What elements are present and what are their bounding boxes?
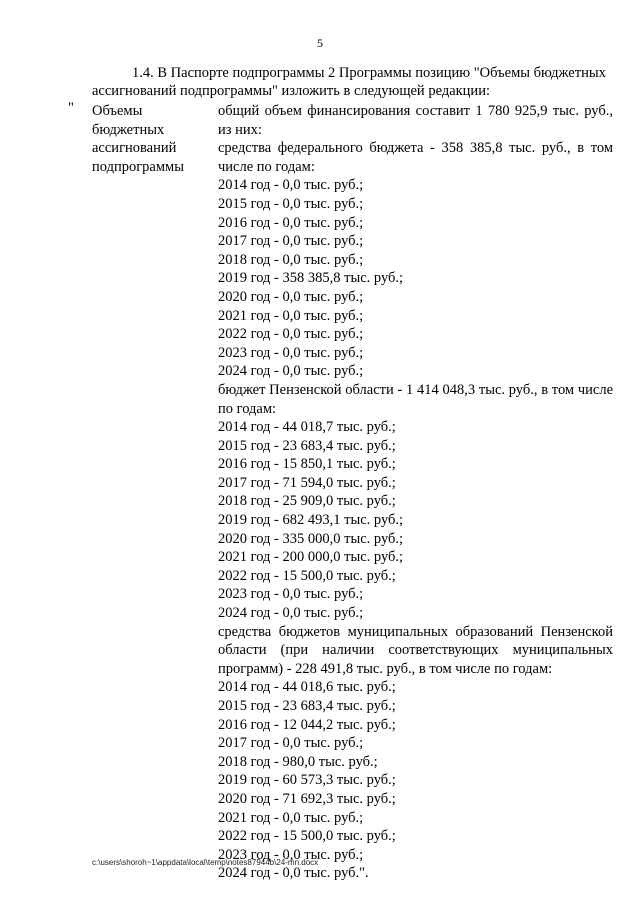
year-item: 2017 год - 0,0 тыс. руб.; xyxy=(218,233,364,250)
year-item: 2024 год - 0,0 тыс. руб.; xyxy=(218,605,364,622)
year-item: 2018 год - 25 909,0 тыс. руб.; xyxy=(218,493,396,510)
intro-line-2: ассигнований подпрограммы" изложить в следующей редакции: xyxy=(92,83,490,99)
label-line: бюджетных xyxy=(92,121,165,138)
year-item: 2023 год - 0,0 тыс. руб.; xyxy=(218,344,364,361)
intro-line-1: 1.4. В Паспорте подпрограммы 2 Программы позицию "Объемы бюджетных xyxy=(132,65,606,81)
year-item: 2022 год - 15 500,0 тыс. руб.; xyxy=(218,828,396,845)
year-item: 2019 год - 682 493,1 тыс. руб.; xyxy=(218,512,404,529)
year-item: 2014 год - 44 018,6 тыс. руб.; xyxy=(218,679,396,696)
municipal-heading: средства бюджетов муниципальных образований Пензенской области (при наличии соответствующих муниципальных программ) - 228 491,8 тыс. руб., в том числе по годам: xyxy=(218,623,613,677)
year-item: 2016 год - 15 850,1 тыс. руб.; xyxy=(218,456,396,473)
regional-heading: бюджет Пензенской области - 1 414 048,3 тыс. руб., в том числе по годам: xyxy=(218,381,613,417)
year-item: 2023 год - 0,0 тыс. руб.; xyxy=(218,846,364,863)
year-item: 2019 год - 60 573,3 тыс. руб.; xyxy=(218,772,396,789)
year-item: 2023 год - 0,0 тыс. руб.; xyxy=(218,586,364,603)
year-item: 2017 год - 71 594,0 тыс. руб.; xyxy=(218,474,396,491)
footer-file-path: c:\users\shoroh~1\appdata\local\temp\notes87944b\24-mn.docx xyxy=(92,858,319,867)
label-line: ассигнований xyxy=(92,140,177,157)
funding-details xyxy=(218,102,613,883)
intro-paragraph xyxy=(92,64,612,100)
municipal-years xyxy=(218,678,613,883)
year-item: 2020 год - 71 692,3 тыс. руб.; xyxy=(218,790,396,807)
year-item: 2020 год - 0,0 тыс. руб.; xyxy=(218,288,364,305)
year-item: 2015 год - 0,0 тыс. руб.; xyxy=(218,195,364,212)
regional-years xyxy=(218,418,613,623)
year-item: 2015 год - 23 683,4 тыс. руб.; xyxy=(218,437,396,454)
year-item: 2018 год - 980,0 тыс. руб.; xyxy=(218,753,378,770)
year-item: 2022 год - 15 500,0 тыс. руб.; xyxy=(218,567,396,584)
year-item: 2019 год - 358 385,8 тыс. руб.; xyxy=(218,270,404,287)
federal-years xyxy=(218,176,613,381)
year-item: 2014 год - 44 018,7 тыс. руб.; xyxy=(218,419,396,436)
label-line: подпрограммы xyxy=(92,158,184,175)
position-label xyxy=(92,102,212,176)
year-item: 2015 год - 23 683,4 тыс. руб.; xyxy=(218,698,396,714)
year-item: 2021 год - 0,0 тыс. руб.; xyxy=(218,809,364,826)
year-item: 2017 год - 0,0 тыс. руб.; xyxy=(218,735,364,752)
year-item: 2024 год - 0,0 тыс. руб.; xyxy=(218,363,364,380)
year-item: 2022 год - 0,0 тыс. руб.; xyxy=(218,326,364,343)
page-number: 5 xyxy=(317,36,323,50)
year-item: 2018 год - 0,0 тыс. руб.; xyxy=(218,251,364,268)
year-item: 2020 год - 335 000,0 тыс. руб.; xyxy=(218,530,404,547)
label-line: Объемы xyxy=(92,103,143,119)
year-item: 2016 год - 0,0 тыс. руб.; xyxy=(218,214,364,231)
year-item: 2016 год - 12 044,2 тыс. руб.; xyxy=(218,716,396,733)
opening-quote: " xyxy=(68,100,74,116)
year-item: 2014 год - 0,0 тыс. руб.; xyxy=(218,177,364,194)
total-funding: общий объем финансирования составит 1 780 925,9 тыс. руб., из них: xyxy=(218,103,613,138)
year-item: 2021 год - 0,0 тыс. руб.; xyxy=(218,307,364,324)
year-item: 2021 год - 200 000,0 тыс. руб.; xyxy=(218,549,404,566)
federal-heading: средства федерального бюджета - 358 385,8 тыс. руб., в том числе по годам: xyxy=(218,140,613,175)
year-item: 2024 год - 0,0 тыс. руб.". xyxy=(218,865,369,882)
